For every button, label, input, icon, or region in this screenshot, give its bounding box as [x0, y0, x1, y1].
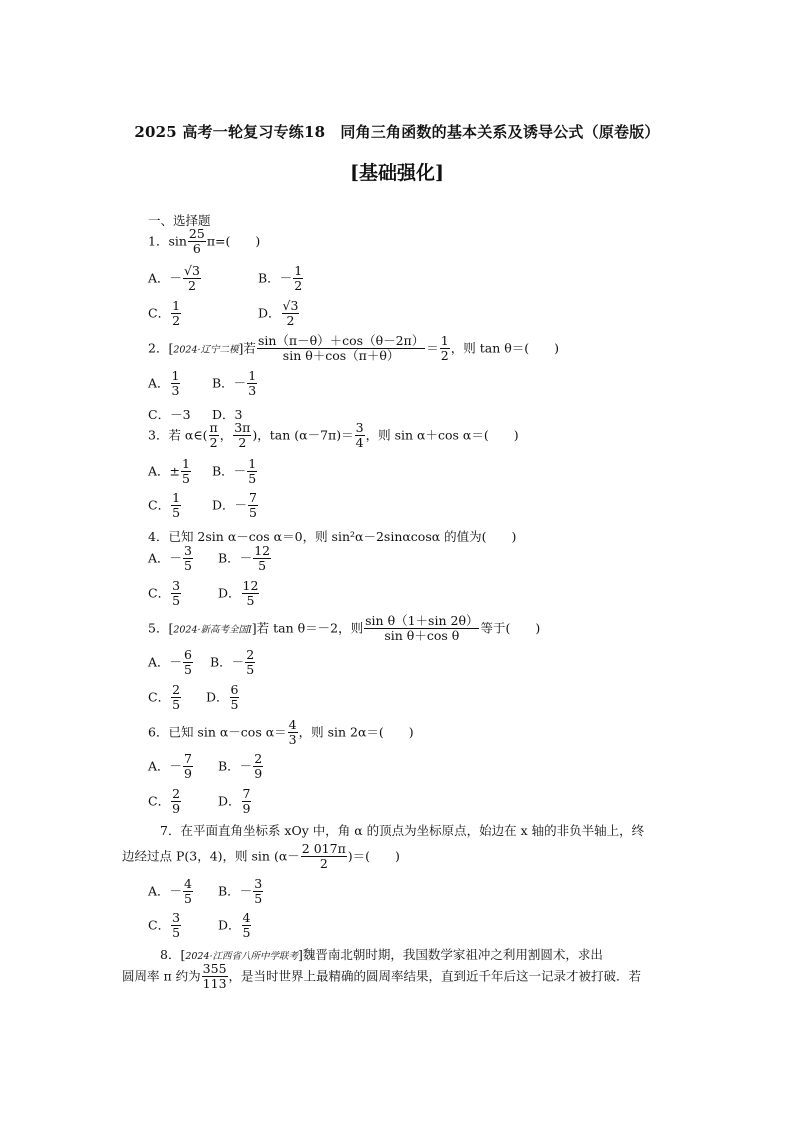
- q3-option-d: D．－ $\frac{7}{5}$: [212, 490, 257, 521]
- q6-option-b: B．－ $\frac{2}{9}$: [218, 751, 263, 782]
- q1-option-c: C． $\frac{1}{2}$: [148, 298, 181, 329]
- section-label: 一、选择题: [148, 213, 211, 228]
- q3-option-a: A．± $\frac{1}{5}$: [148, 456, 190, 487]
- q2-source: 2024·辽宁二模: [173, 344, 239, 356]
- section-heading: [基础强化]: [350, 162, 444, 184]
- q2-option-a: A． $\frac{1}{3}$: [148, 368, 180, 399]
- q4-option-a: A．－ $\frac{3}{5}$: [148, 543, 192, 574]
- q7-option-b: B．－ $\frac{3}{5}$: [218, 876, 263, 907]
- q2-fraction: $\frac{\sin(\pi-\theta)+\cos(\theta-2\pi)}{\text{sin θ＋cos（π＋θ）}}$: [257, 333, 425, 364]
- document-title: 2025 高考一轮复习专练18 同角三角函数的基本关系及诱导公式（原卷版）: [134, 123, 660, 141]
- q4-options-ab: [148, 544, 272, 574]
- q5-fraction: $\frac{\text{sin θ（1＋sin 2θ）}}{\text{sin θ＋cos θ}}$: [365, 613, 479, 644]
- q2-option-d: D．3: [212, 407, 243, 422]
- q7-option-c: C． $\frac{3}{5}$: [148, 910, 181, 941]
- q5-source: 2024·新高考全国Ⅰ: [173, 624, 252, 636]
- q6-option-c: C． $\frac{2}{9}$: [148, 786, 181, 817]
- q2-option-b: B．－ $\frac{1}{3}$: [212, 368, 257, 399]
- question-1: [148, 227, 260, 257]
- q1-option-b: B．－ $\frac{1}{2}$: [258, 263, 303, 294]
- q1-option-a: A．－ $\frac{√3}{2}$: [148, 263, 200, 294]
- q4-options-cd: [148, 579, 260, 609]
- q4-option-b: B．－ $\frac{12}{5}$: [218, 543, 271, 574]
- q2-option-c: C．－3: [148, 407, 191, 422]
- question-7-line-2: 边经过点 P(3，4)，则 sin (α－ $\frac{2 017\pi}{2}$ )＝( ): [122, 841, 400, 872]
- q6-option-a: A．－ $\frac{7}{9}$: [148, 751, 192, 782]
- question-2: 2．[2024·辽宁二模]若 $\frac{\sin(\pi-\theta)+\cos(\theta-2\pi)}{\text{sin θ＋cos（π＋θ）}}$ ＝ $\frac{1}{2}$ ，则 tan θ＝( ): [148, 333, 560, 364]
- q6-option-d: D． $\frac{7}{9}$: [218, 786, 251, 817]
- question-3: 3．若 α∈( $\frac{\pi}{2}$ ， $\frac{3\pi}{2}$ )，tan (α－7π)＝ $\frac{3}{4}$ ，则 sin α＋cos α＝( ): [148, 420, 519, 451]
- q7-options-cd: [148, 911, 252, 941]
- q1-options-cd: [148, 299, 300, 329]
- question-8-line-2: 圆周率 π 约为 $\frac{355}{113}$ ，是当时世界上最精确的圆周率结果，直到近千年后这一记录才被打破．若: [122, 961, 642, 992]
- q5-option-a: A．－ $\frac{6}{5}$: [148, 647, 192, 678]
- q5-options-cd: [148, 683, 240, 713]
- q7-option-d: D． $\frac{4}{5}$: [218, 910, 251, 941]
- question-6: 6．已知 sin α－cos α＝ $\frac{4}{3}$ ，则 sin 2α＝( ): [148, 717, 414, 748]
- q8-source: 2024·江西省八所中学联考: [185, 951, 299, 962]
- question-5: 5．[2024·新高考全国Ⅰ]若 tan θ＝－2，则 $\frac{\text{sin θ（1＋sin 2θ）}}{\text{sin θ＋cos θ}}$ 等于( ): [148, 613, 541, 644]
- question-7-line-1: 7．在平面直角坐标系 xOy 中，角 α 的顶点为坐标原点，始边在 x 轴的非负半轴上，终: [160, 823, 645, 838]
- q7-option-a: A．－ $\frac{4}{5}$: [148, 876, 192, 907]
- q2-options-ab: [148, 369, 258, 399]
- q1-stem-pre: 1．sin: [148, 233, 187, 249]
- q1-options-ab: [148, 264, 304, 294]
- question-8-line-1: 8．[2024·江西省八所中学联考]魏晋南北朝时期，我国数学家祖冲之利用割圆术，求出: [160, 947, 603, 962]
- q4-option-c: C． $\frac{3}{5}$: [148, 578, 181, 609]
- q5-option-d: D． $\frac{6}{5}$: [206, 682, 239, 713]
- q4-option-d: D． $\frac{12}{5}$: [218, 578, 259, 609]
- q6-options-cd: [148, 787, 252, 817]
- q5-option-c: C． $\frac{2}{5}$: [148, 682, 181, 713]
- q1-option-d: D． $\frac{√3}{2}$: [258, 298, 299, 329]
- q1-stem-post: π=( ): [206, 233, 261, 249]
- q7-options-ab: [148, 877, 264, 907]
- q5-options-ab: [148, 648, 256, 678]
- q3-options-cd: [148, 491, 259, 521]
- q3-options-ab: [148, 457, 258, 487]
- q3-option-b: B．－ $\frac{1}{5}$: [212, 456, 257, 487]
- q5-option-b: B．－ $\frac{2}{5}$: [210, 647, 255, 678]
- q6-options-ab: [148, 752, 264, 782]
- q1-fraction: $\frac{25}{6}$: [188, 226, 205, 257]
- q3-option-c: C． $\frac{1}{5}$: [148, 490, 181, 521]
- question-4: 4．已知 2sin α－cos α＝0，则 sin²α－2sinαcosα 的值为( ): [148, 529, 517, 544]
